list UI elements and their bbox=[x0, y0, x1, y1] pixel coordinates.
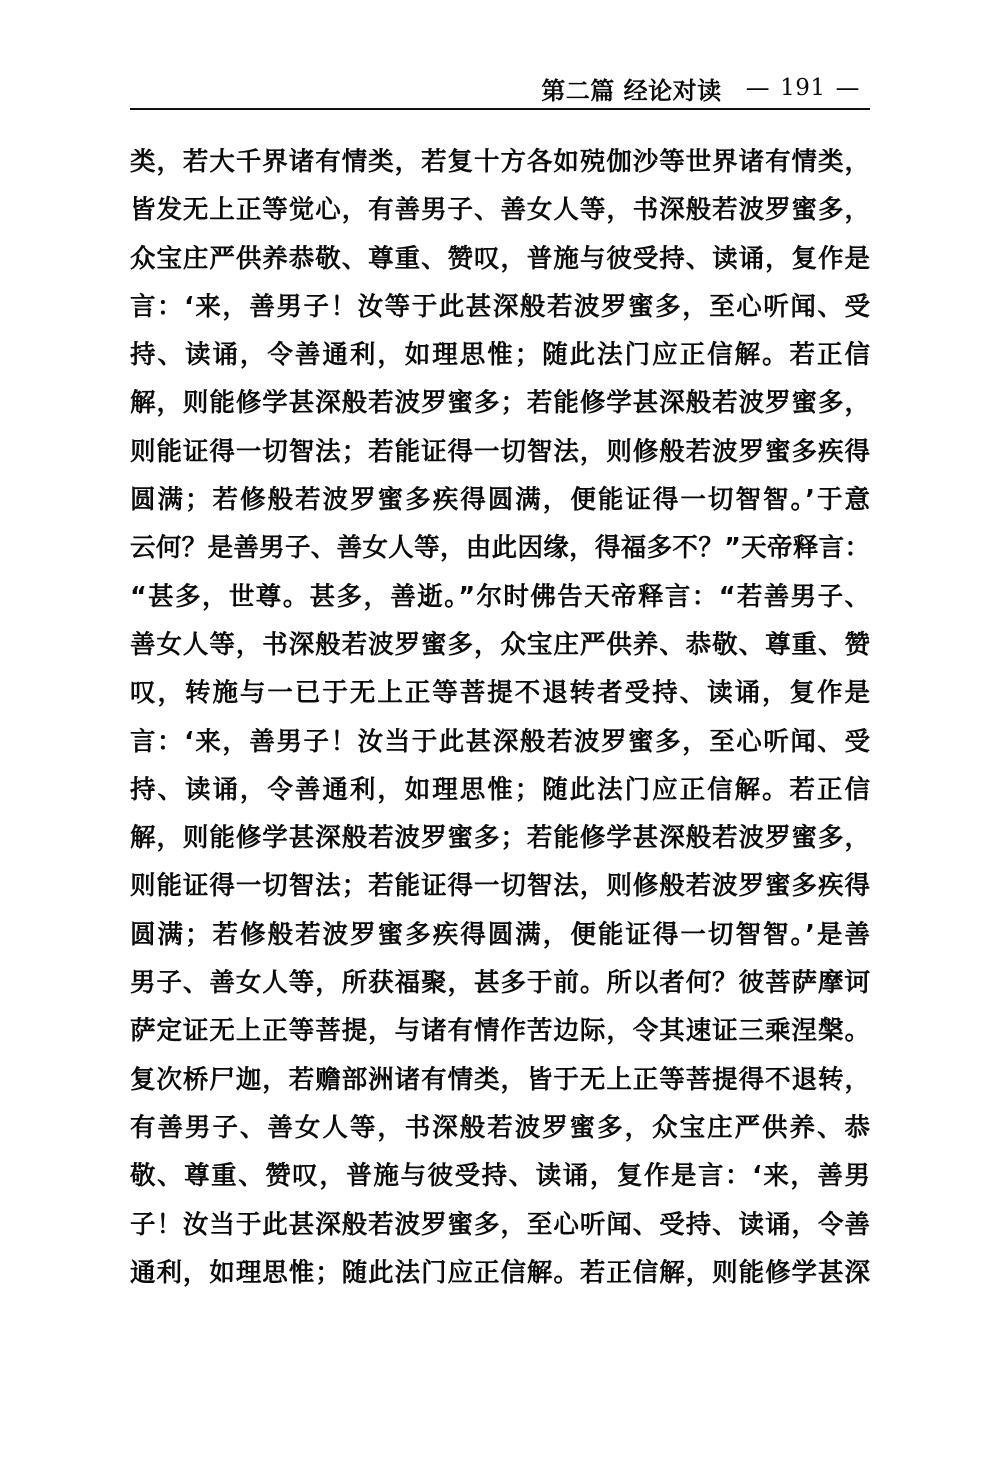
text-line: 持、读诵，令善通利，如理思惟；随此法门应正信解。若正信 bbox=[130, 340, 870, 371]
text-line: 通利，如理思惟；随此法门应正信解。若正信解，则能修学甚深 bbox=[130, 1257, 870, 1288]
text-line: 则能证得一切智法；若能证得一切智法，则修般若波罗蜜多疾得 bbox=[130, 871, 870, 902]
text-line: 解，则能修学甚深般若波罗蜜多；若能修学甚深般若波罗蜜多， bbox=[130, 823, 870, 854]
text-line: 言：‘来，善男子！汝当于此甚深般若波罗蜜多，至心听闻、受 bbox=[130, 726, 870, 757]
text-line: 则能证得一切智法；若能证得一切智法，则修般若波罗蜜多疾得 bbox=[130, 436, 870, 467]
text-line: 圆满；若修般若波罗蜜多疾得圆满，便能证得一切智智。’于意 bbox=[130, 485, 870, 516]
text-line: 云何？是善男子、善女人等，由此因缘，得福多不？”天帝释言： bbox=[130, 533, 870, 564]
text-line: 子！汝当于此甚深般若波罗蜜多，至心听闻、受持、读诵，令善 bbox=[130, 1209, 870, 1240]
page-number: 191 bbox=[780, 75, 826, 101]
dash-left: — bbox=[745, 74, 771, 102]
text-line: 善女人等，书深般若波罗蜜多，众宝庄严供养、恭敬、尊重、赞 bbox=[130, 629, 870, 660]
text-line: 萨定证无上正等菩提，与诸有情作苦边际，令其速证三乘涅槃。 bbox=[130, 1016, 870, 1047]
text-line: 类，若大千界诸有情类，若复十方各如殑伽沙等世界诸有情类， bbox=[130, 147, 870, 177]
text-line: “甚多，世尊。甚多，善逝。”尔时佛告天帝释言：“若善男子、 bbox=[130, 581, 870, 612]
section-label: 第二篇 bbox=[541, 76, 615, 105]
text-line: 男子、善女人等，所获福聚，甚多于前。所以者何？彼菩萨摩诃 bbox=[130, 968, 870, 999]
text-line: 复次桥尸迦，若赡部洲诸有情类，皆于无上正等菩提得不退转， bbox=[130, 1064, 870, 1095]
header-rule bbox=[130, 108, 870, 110]
text-line: 众宝庄严供养恭敬、尊重、赞叹，普施与彼受持、读诵，复作是 bbox=[130, 243, 870, 274]
text-line: 敬、尊重、赞叹，普施与彼受持、读诵，复作是言：‘来，善男 bbox=[130, 1161, 870, 1192]
running-head bbox=[541, 70, 870, 106]
dash-right: — bbox=[835, 74, 860, 102]
text-line: 持、读诵，令善通利，如理思惟；随此法门应正信解。若正信 bbox=[130, 774, 870, 805]
text-line: 有善男子、善女人等，书深般若波罗蜜多，众宝庄严供养、恭 bbox=[130, 1112, 870, 1143]
text-line: 圆满；若修般若波罗蜜多疾得圆满，便能证得一切智智。’是善 bbox=[130, 919, 870, 950]
body-text bbox=[130, 138, 870, 1297]
text-line: 解，则能修学甚深般若波罗蜜多；若能修学甚深般若波罗蜜多， bbox=[130, 388, 870, 419]
running-head-title bbox=[541, 71, 721, 106]
text-line: 皆发无上正等觉心，有善男子、善女人等，书深般若波罗蜜多， bbox=[130, 195, 870, 226]
text-line: 言：‘来，善男子！汝等于此甚深般若波罗蜜多，至心听闻、受 bbox=[130, 291, 870, 322]
chapter-label: 经论对读 bbox=[623, 76, 722, 105]
text-line: 叹，转施与一已于无上正等菩提不退转者受持、读诵，复作是 bbox=[130, 678, 870, 709]
